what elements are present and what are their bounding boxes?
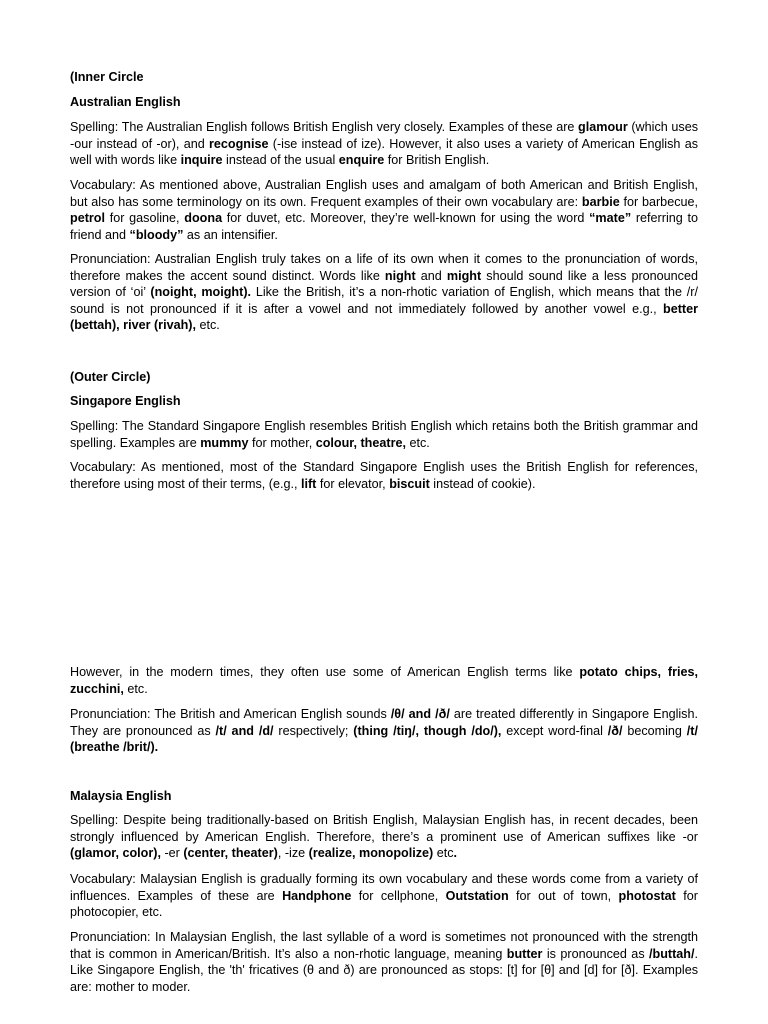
text-run: Vocabulary: Malaysian English is gradually forming its own vocabulary and these words come from a variety of influences. Examples of these are bbox=[70, 872, 698, 903]
text-run: , -ize bbox=[277, 846, 309, 860]
bold-term: biscuit bbox=[389, 476, 430, 491]
text-run: for out of town, bbox=[508, 888, 619, 903]
australian-pronunciation-paragraph bbox=[70, 251, 698, 334]
australian-vocabulary-paragraph bbox=[70, 177, 698, 243]
bold-term: photostat bbox=[618, 888, 676, 903]
bold-term: /buttah/ bbox=[649, 946, 695, 961]
malaysia-english-heading: Malaysia English bbox=[70, 789, 172, 803]
text-run: Spelling: Despite being traditionally-based on British English, Malaysian English has, in recent decades, been strongly influenced by American English. Therefore, there’s a prominent use of American suffixes like -or bbox=[70, 813, 698, 844]
australian-spelling-paragraph bbox=[70, 119, 698, 169]
australian-english-heading: Australian English bbox=[70, 95, 181, 109]
outer-circle-label: (Outer Circle) bbox=[70, 370, 151, 384]
bold-term: might bbox=[446, 268, 482, 283]
text-run: However, in the modern times, they often use some of American English terms like bbox=[70, 665, 580, 679]
bold-term: (glamor, color), bbox=[70, 846, 161, 860]
singapore-vocabulary-paragraph bbox=[70, 459, 698, 492]
malaysia-spelling-paragraph bbox=[70, 812, 698, 862]
bold-term: (thing /tiŋ/, though /do/), bbox=[353, 723, 502, 738]
bold-term: Handphone bbox=[282, 888, 352, 903]
text-run: Spelling: The Standard Singapore English resembles British English which retains both the British grammar and spelling. Examples are bbox=[70, 419, 698, 450]
text-run: etc. bbox=[123, 681, 148, 696]
bold-term: recognise bbox=[209, 136, 269, 151]
text-run: etc. bbox=[405, 435, 430, 450]
text-run: Vocabulary: As mentioned above, Australian English uses and amalgam of both American and British English, but also has some terminology on its own. Frequent examples of their own vocabulary are: bbox=[70, 178, 698, 209]
malaysia-pronunciation-paragraph bbox=[70, 929, 698, 995]
document-page bbox=[70, 0, 698, 1024]
bold-term: /θ/ and /ð/ bbox=[390, 707, 450, 721]
bold-term: doona bbox=[184, 211, 223, 225]
text-run: Vocabulary: As mentioned, most of the Standard Singapore English uses the British English for references, therefore using most of their terms, (e.g., bbox=[70, 460, 698, 491]
text-run: Like the British, it’s a non-rhotic variation of English, which means that the /r/ sound is not pronounced if it is after a vowel and not immediately followed by another vowel e.g., bbox=[70, 285, 698, 316]
text-run: Pronunciation: Australian English truly takes on a life of its own when it comes to the pronunciation of words, therefore makes the accent sound distinct. Words like bbox=[70, 252, 698, 283]
malaysia-vocabulary-paragraph bbox=[70, 871, 698, 921]
text-run: etc bbox=[433, 846, 454, 860]
text-run: for photocopier, etc. bbox=[70, 888, 698, 919]
bold-term: enquire bbox=[338, 153, 385, 167]
bold-term: potato chips, fries, zucchini, bbox=[70, 665, 698, 696]
text-run: for cellphone, bbox=[351, 888, 446, 903]
text-run: becoming bbox=[622, 723, 687, 738]
bold-term: /t/ (breathe /brit/). bbox=[70, 723, 698, 754]
bold-term: . bbox=[453, 846, 458, 860]
bold-term: “mate” bbox=[589, 211, 632, 225]
text-run: Pronunciation: In Malaysian English, the last syllable of a word is sometimes not pronounced with the strength that is common in American/British. It’s also a non-rhotic language, meaning bbox=[70, 930, 698, 961]
text-run: Spelling: The Australian English follows British English very closely. Examples of these are bbox=[70, 120, 579, 134]
text-run: etc. bbox=[195, 318, 220, 332]
bold-term: night bbox=[384, 268, 416, 283]
text-run: (-ise instead of ize). However, it also uses a variety of American English as well with words like bbox=[70, 136, 698, 167]
text-run: for barbecue, bbox=[619, 194, 698, 209]
bold-term: mummy bbox=[200, 435, 249, 450]
bold-term: glamour bbox=[578, 120, 628, 134]
text-run: -er bbox=[160, 846, 184, 860]
bold-term: (realize, monopolize) bbox=[308, 846, 434, 860]
text-run: instead of the usual bbox=[222, 153, 339, 167]
bold-term: (center, theater) bbox=[183, 846, 278, 860]
text-run: (which uses -our instead of -or), and bbox=[70, 120, 698, 151]
text-run: . Like Singapore English, the 'th' fricatives (θ and ð) are pronounced as stops: [t] for [θ] and [d] for [ð]. Examples are: mother to moder. bbox=[70, 946, 698, 994]
text-run: are treated differently in Singapore English. They are pronounced as bbox=[70, 707, 698, 738]
text-run: is pronounced as bbox=[542, 946, 650, 961]
text-run: for duvet, etc. Moreover, they’re well-known for using the word bbox=[222, 211, 590, 225]
text-run: Pronunciation: The British and American English sounds bbox=[70, 707, 391, 721]
bold-term: better (bettah), river (rivah), bbox=[70, 301, 698, 332]
bold-term: lift bbox=[300, 476, 317, 491]
bold-term: Outstation bbox=[445, 888, 509, 903]
text-run: referring to friend and bbox=[70, 211, 698, 242]
inner-circle-label: (Inner Circle bbox=[70, 70, 144, 84]
bold-term: (noight, moight). bbox=[150, 285, 252, 299]
bold-term: colour, theatre, bbox=[315, 435, 406, 450]
text-run: instead of cookie). bbox=[429, 476, 536, 491]
text-run: respectively; bbox=[273, 723, 354, 738]
bold-term: inquire bbox=[180, 153, 223, 167]
singapore-pronunciation-paragraph bbox=[70, 706, 698, 756]
text-run: except word-final bbox=[501, 723, 608, 738]
text-run: for elevator, bbox=[316, 476, 390, 491]
text-run: should sound like a less pronounced version of ‘oi’ bbox=[70, 268, 698, 299]
bold-term: /t/ and /d/ bbox=[215, 723, 274, 738]
singapore-english-heading: Singapore English bbox=[70, 394, 181, 408]
singapore-modern-terms-paragraph bbox=[70, 664, 698, 697]
bold-term: “bloody” bbox=[129, 227, 184, 242]
text-run: for British English. bbox=[384, 153, 490, 167]
text-run: for mother, bbox=[248, 435, 316, 450]
text-run: and bbox=[415, 268, 447, 283]
bold-term: barbie bbox=[581, 194, 620, 209]
bold-term: petrol bbox=[70, 211, 105, 225]
singapore-spelling-paragraph bbox=[70, 418, 698, 451]
text-run: as an intensifier. bbox=[183, 227, 278, 242]
bold-term: /ð/ bbox=[607, 723, 623, 738]
bold-term: butter bbox=[506, 946, 543, 961]
text-run: for gasoline, bbox=[104, 211, 185, 225]
